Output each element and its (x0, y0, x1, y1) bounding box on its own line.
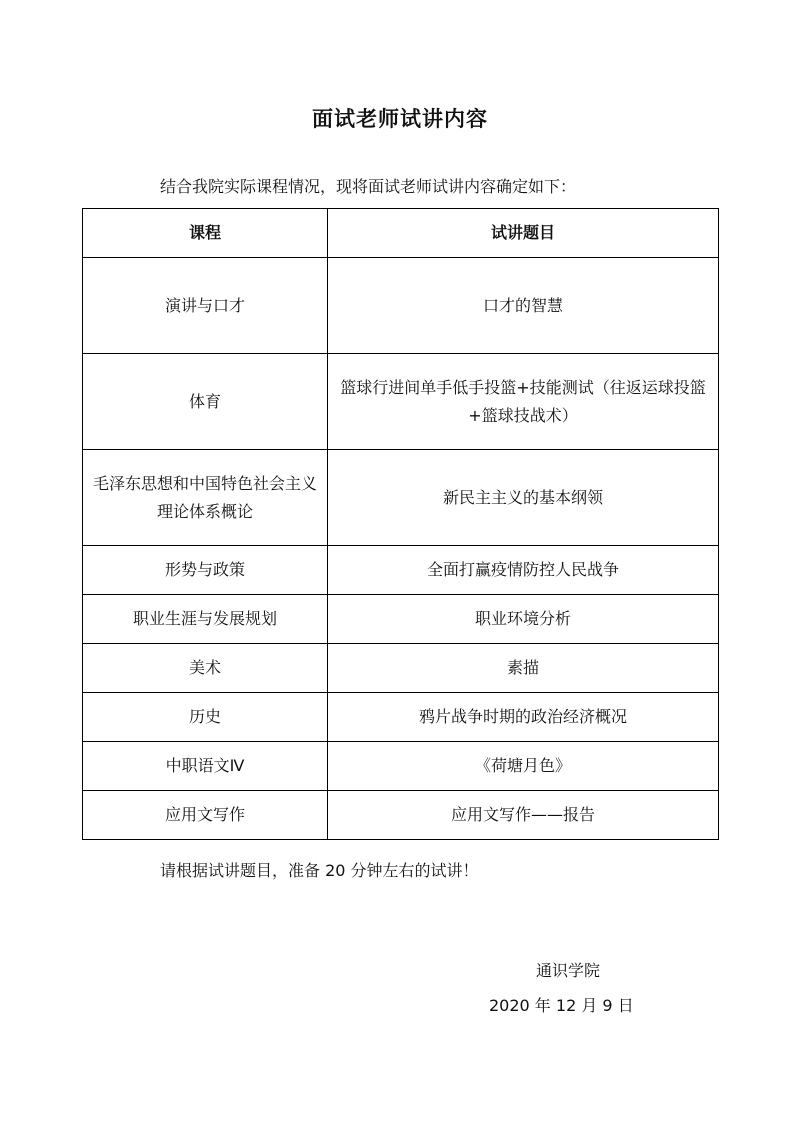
issuing-organization: 通识学院 (536, 961, 601, 980)
topic-cell: 《荷塘月色》 (328, 742, 719, 791)
course-cell: 历史 (83, 693, 328, 742)
topic-cell: 口才的智慧 (328, 258, 719, 354)
intro-paragraph: 结合我院实际课程情况，现将面试老师试讲内容确定如下： (160, 177, 577, 196)
header-course: 课程 (83, 209, 328, 258)
table-row (83, 258, 719, 354)
table-header-row (83, 209, 719, 258)
table-row (83, 693, 719, 742)
lecture-topics-table (82, 208, 719, 840)
course-cell: 职业生涯与发展规划 (83, 595, 328, 644)
course-cell: 美术 (83, 644, 328, 693)
course-cell: 应用文写作 (83, 791, 328, 840)
topic-cell: 新民主主义的基本纲领 (328, 450, 719, 546)
table-row (83, 742, 719, 791)
preparation-note: 请根据试讲题目，准备 20 分钟左右的试讲！ (160, 861, 479, 880)
course-cell: 形势与政策 (83, 546, 328, 595)
table-row (83, 450, 719, 546)
topic-cell: 篮球行进间单手低手投篮+技能测试（往返运球投篮+篮球技战术） (328, 354, 719, 450)
topic-cell: 职业环境分析 (328, 595, 719, 644)
topic-cell: 全面打赢疫情防控人民战争 (328, 546, 719, 595)
table-row (83, 546, 719, 595)
header-topic: 试讲题目 (328, 209, 719, 258)
course-cell: 体育 (83, 354, 328, 450)
topic-cell: 鸦片战争时期的政治经济概况 (328, 693, 719, 742)
table-row (83, 595, 719, 644)
table-row (83, 791, 719, 840)
table-row (83, 354, 719, 450)
table-row (83, 644, 719, 693)
document-title: 面试老师试讲内容 (312, 107, 488, 131)
course-cell: 演讲与口才 (83, 258, 328, 354)
course-cell: 毛泽东思想和中国特色社会主义理论体系概论 (83, 450, 328, 546)
course-cell: 中职语文Ⅳ (83, 742, 328, 791)
topic-cell: 应用文写作——报告 (328, 791, 719, 840)
topic-cell: 素描 (328, 644, 719, 693)
issue-date: 2020 年 12 月 9 日 (489, 996, 634, 1015)
